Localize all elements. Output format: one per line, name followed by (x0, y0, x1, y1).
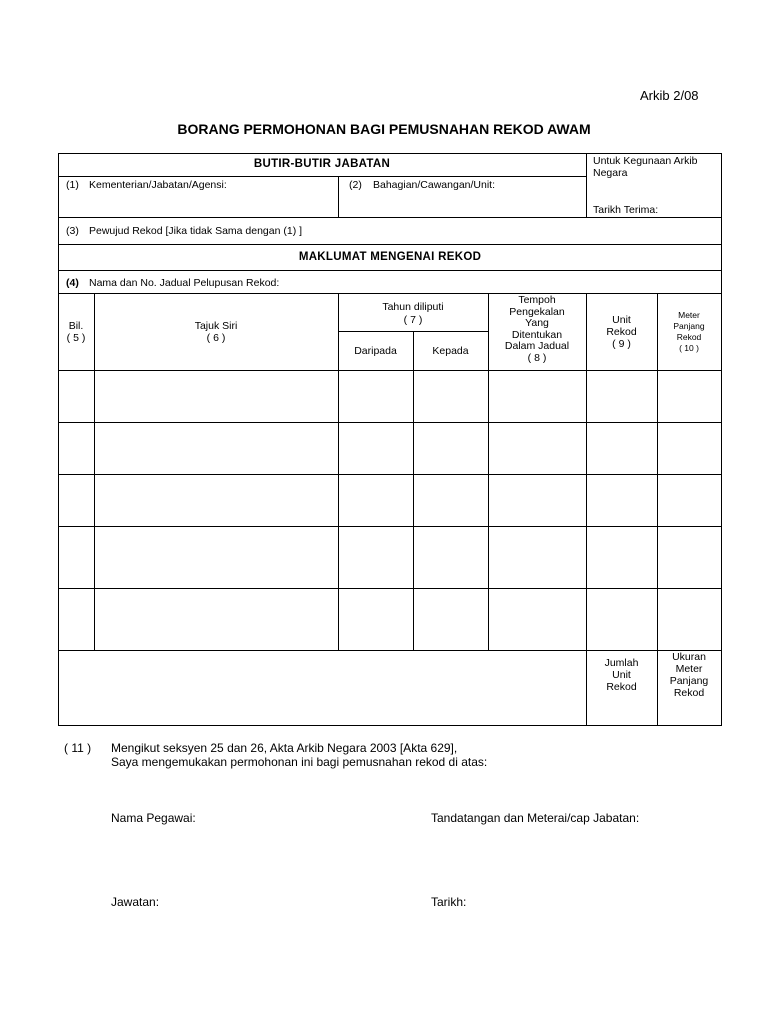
col-header-retention-period: Tempoh Pengekalan Yang Ditentukan Dalam Jadual ( 8 ) (504, 294, 570, 364)
field-3-number: (3) (66, 225, 79, 237)
date-label: Tarikh: (431, 895, 467, 909)
field-4-number: (4) (66, 277, 79, 289)
field-2-label: Bahagian/Cawangan/Unit: (373, 179, 496, 191)
field-4-label: Nama dan No. Jadual Pelupusan Rekod: (89, 277, 280, 289)
col-header-bil: Bil. (68, 320, 84, 332)
date-received-label: Tarikh Terima: (593, 204, 659, 216)
field-1-label: Kementerian/Jabatan/Agensi: (89, 179, 227, 191)
field-2-number: (2) (349, 179, 362, 191)
col-header-record-length-meter: Meter Panjang Rekod ( 10 ) (673, 310, 705, 353)
col-header-years-covered-number: ( 7 ) (403, 314, 423, 326)
declaration-line-1: Mengikut seksyen 25 dan 26, Akta Arkib Negara 2003 [Akta 629], (111, 741, 458, 755)
position-label: Jawatan: (111, 895, 160, 909)
col-header-series-title: Tajuk Siri (194, 320, 238, 332)
total-record-length-label: Ukuran Meter Panjang Rekod (669, 651, 709, 699)
col-header-to: Kepada (432, 345, 469, 357)
col-header-years-covered: Tahun diliputi (382, 301, 444, 313)
col-header-from: Daripada (354, 345, 397, 357)
section-heading-records: MAKLUMAT MENGENAI REKOD (298, 251, 482, 263)
section-heading-department: BUTIR-BUTIR JABATAN (253, 158, 391, 170)
declaration-line-2: Saya mengemukakan permohonan ini bagi pemusnahan rekod di atas: (111, 755, 488, 769)
page-title: BORANG PERMOHONAN BAGI PEMUSNAHAN REKOD AWAM (177, 121, 591, 137)
office-use-label: Untuk Kegunaan Arkib Negara (593, 155, 698, 179)
signature-seal-label: Tandatangan dan Meterai/cap Jabatan: (431, 811, 640, 825)
field-1-number: (1) (66, 179, 79, 191)
field-3-label: Pewujud Rekod [Jika tidak Sama dengan (1) ] (89, 225, 303, 237)
officer-name-label: Nama Pegawai: (111, 811, 196, 825)
col-header-record-units: Unit Rekod ( 9 ) (606, 314, 637, 350)
total-record-units-label: Jumlah Unit Rekod (604, 657, 639, 693)
declaration-number: ( 11 ) (64, 741, 92, 755)
form-reference: Arkib 2/08 (640, 88, 699, 103)
col-header-series-title-number: ( 6 ) (206, 332, 226, 344)
col-header-bil-number: ( 5 ) (66, 332, 86, 344)
